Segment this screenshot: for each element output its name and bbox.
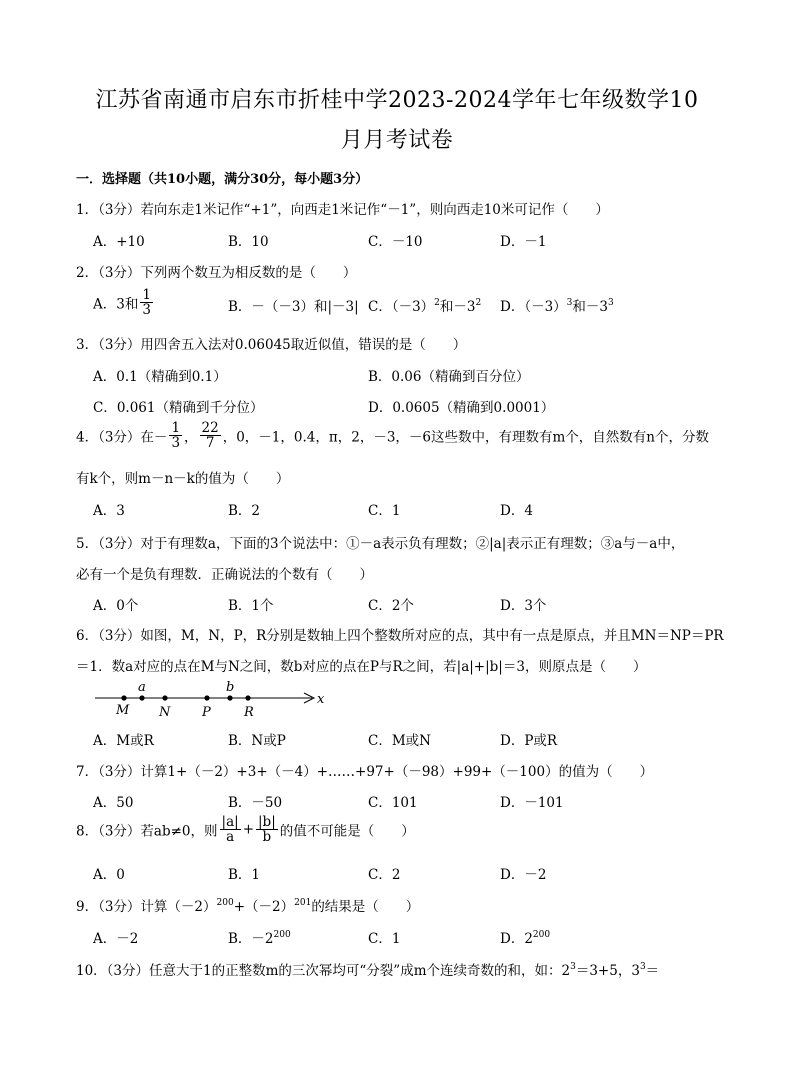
exponent: 3 (639, 962, 646, 972)
q4-option-d: D．4 (500, 503, 533, 519)
point-b (227, 695, 232, 700)
q2-d-mid: 和－3 (572, 299, 608, 315)
q7-option-b: B．－50 (228, 795, 283, 811)
exponent: 200 (273, 930, 291, 940)
q9-option-c: C．1 (368, 931, 401, 947)
q8-plus: + (242, 821, 254, 838)
q4-separator: ， (184, 429, 198, 446)
q2-option-d (500, 295, 614, 315)
q10-mid: ＝3+5，3 (575, 963, 640, 979)
q9-option-d (500, 927, 550, 947)
q2-d-base: D．（－3） (500, 299, 567, 315)
q5-option-a: A．0个 (93, 598, 139, 614)
label-x: x (317, 692, 325, 707)
q8-fraction-b (256, 815, 278, 844)
q9-suffix: 的结果是（ ） (311, 899, 420, 915)
exponent: 200 (216, 898, 234, 908)
q6-option-d: D．P或R (500, 733, 558, 749)
q2-a-fraction (140, 288, 153, 317)
exponent: 3 (570, 962, 576, 972)
question-9-stem (76, 895, 419, 915)
q2-c-base: C．（－3） (368, 299, 435, 315)
q1-option-c: C．－10 (368, 234, 423, 250)
q2-option-c (368, 295, 481, 315)
question-5-line2: 必有一个是负有理数．正确说法的个数有（ ） (76, 567, 373, 583)
page-title-line2: 月月考试卷 (340, 128, 454, 153)
q10-prefix: 10．（3分）任意大于1的正整数m的三次幂均可“分裂”成m个连续奇数的和，如：2 (76, 963, 571, 979)
q9-b-base: B．－2 (228, 931, 274, 947)
q9-mid: +（－2） (233, 899, 295, 915)
q4-suffix: ，0，－1，0.4，π，2，－3，－6这些数中，有理数有m个，自然数有n个，分数 (222, 429, 710, 446)
q4-fraction-1 (169, 421, 182, 450)
exponent: 201 (294, 898, 312, 908)
q5-option-c: C．2个 (368, 598, 414, 614)
point-a (139, 695, 144, 700)
fraction-denominator: a (226, 829, 235, 846)
q2-a-text: A．3和 (93, 296, 139, 313)
q3-option-c: C．0.061（精确到千分位） (93, 400, 264, 416)
q2-option-a (93, 288, 155, 317)
q4-prefix: 4．（3分）在－ (76, 429, 168, 446)
label-P: P (202, 705, 211, 720)
fraction-denominator: 3 (142, 302, 151, 319)
exponent: 200 (532, 930, 551, 940)
q10-suffix: ＝ (645, 963, 660, 979)
question-4-line1 (76, 421, 709, 450)
q8-suffix: 的值不可能是（ ） (279, 823, 415, 840)
question-6-line2: ＝1．数a对应的点在M与N之间，数b对应的点在P与R之间，若|a|+|b|＝3，则原点是（ ） (76, 659, 647, 675)
fraction-numerator: 22 (201, 420, 219, 436)
q6-option-b: B．N或P (228, 733, 286, 749)
point-R (245, 695, 250, 700)
q1-option-d: D．－1 (500, 234, 547, 250)
q8-fraction-a (220, 815, 241, 844)
q7-option-c: C．101 (368, 795, 418, 811)
q6-option-c: C．M或N (368, 733, 431, 749)
q8-option-b: B．1 (228, 867, 261, 883)
point-M (121, 695, 126, 700)
question-7-stem: 7．（3分）计算1+（－2）+3+（－4）+……+97+（－98）+99+（－100）的值为（ ） (76, 764, 654, 780)
q2-option-b: B．－（－3）和|－3| (228, 299, 359, 315)
question-6-line1: 6．（3分）如图，M，N，P，R分别是数轴上四个整数所对应的点，其中有一点是原点，并且MN＝NP＝PR (76, 628, 724, 644)
q8-prefix: 8．（3分）若ab≠0，则 (76, 823, 218, 840)
fraction-denominator: 3 (171, 435, 181, 452)
fraction-denominator: b (262, 829, 272, 846)
question-4-line2: 有k个，则m－n－k的值为（ ） (76, 471, 290, 487)
label-b: b (226, 680, 235, 695)
label-M: M (116, 703, 130, 718)
q8-option-a: A．0 (93, 867, 125, 883)
point-N (162, 695, 167, 700)
label-a: a (138, 680, 146, 695)
fraction-numerator: |a| (221, 814, 239, 830)
q4-option-a: A．3 (93, 503, 125, 519)
q8-option-d: D．－2 (500, 867, 547, 883)
question-8-stem (76, 815, 415, 844)
question-5-line1: 5．（3分）对于有理数a，下面的3个说法中：①－a表示负有理数；②|a|表示正有理数；③a与－a中， (76, 536, 685, 552)
q9-d-base: D．2 (500, 931, 533, 947)
q1-option-a: A．+10 (93, 234, 145, 250)
q9-prefix: 9．（3分）计算（－2） (76, 899, 217, 915)
q2-c-mid: 和－3 (439, 299, 476, 315)
q3-option-a: A．0.1（精确到0.1） (93, 369, 227, 385)
section-heading: 一．选择题（共10小题，满分30分，每小题3分） (76, 172, 369, 187)
fraction-denominator: 7 (205, 435, 215, 452)
q8-option-c: C．2 (368, 867, 401, 883)
q7-option-a: A．50 (93, 795, 134, 811)
question-3-stem: 3．（3分）用四舍五入法对0.06045取近似值，错误的是（ ） (76, 337, 467, 353)
q3-option-d: D．0.0605（精确到0.0001） (368, 400, 555, 416)
q4-option-c: C．1 (368, 503, 401, 519)
page-title-line1: 江苏省南通市启东市折桂中学2023-2024学年七年级数学10 (95, 88, 699, 113)
exponent: 3 (608, 298, 614, 308)
exponent: 2 (434, 298, 440, 308)
fraction-numerator: 1 (171, 420, 181, 436)
question-10-stem (76, 959, 659, 979)
q6-option-a: A．M或R (93, 733, 154, 749)
q1-option-b: B．10 (228, 234, 269, 250)
label-R: R (244, 705, 254, 720)
q9-option-a: A．－2 (93, 931, 139, 947)
q7-option-d: D．－101 (500, 795, 564, 811)
q5-option-b: B．1个 (228, 598, 274, 614)
fraction-numerator: 1 (142, 287, 151, 303)
exponent: 2 (475, 298, 482, 308)
exponent: 3 (566, 298, 573, 308)
question-2-stem: 2．（3分）下列两个数互为相反数的是（ ） (76, 265, 357, 281)
q4-fraction-2 (200, 421, 221, 450)
q9-option-b (228, 927, 291, 947)
point-P (204, 695, 209, 700)
fraction-numerator: |b| (258, 814, 276, 830)
q5-option-d: D．3个 (500, 598, 547, 614)
q3-option-b: B．0.06（精确到百分位） (368, 369, 530, 385)
question-1-stem: 1．（3分）若向东走1米记作“+1”，向西走1米记作“－1”，则向西走10米可记作（ ） (76, 202, 609, 218)
label-N: N (159, 705, 171, 720)
q4-option-b: B．2 (228, 503, 261, 519)
number-line-figure (90, 676, 350, 720)
